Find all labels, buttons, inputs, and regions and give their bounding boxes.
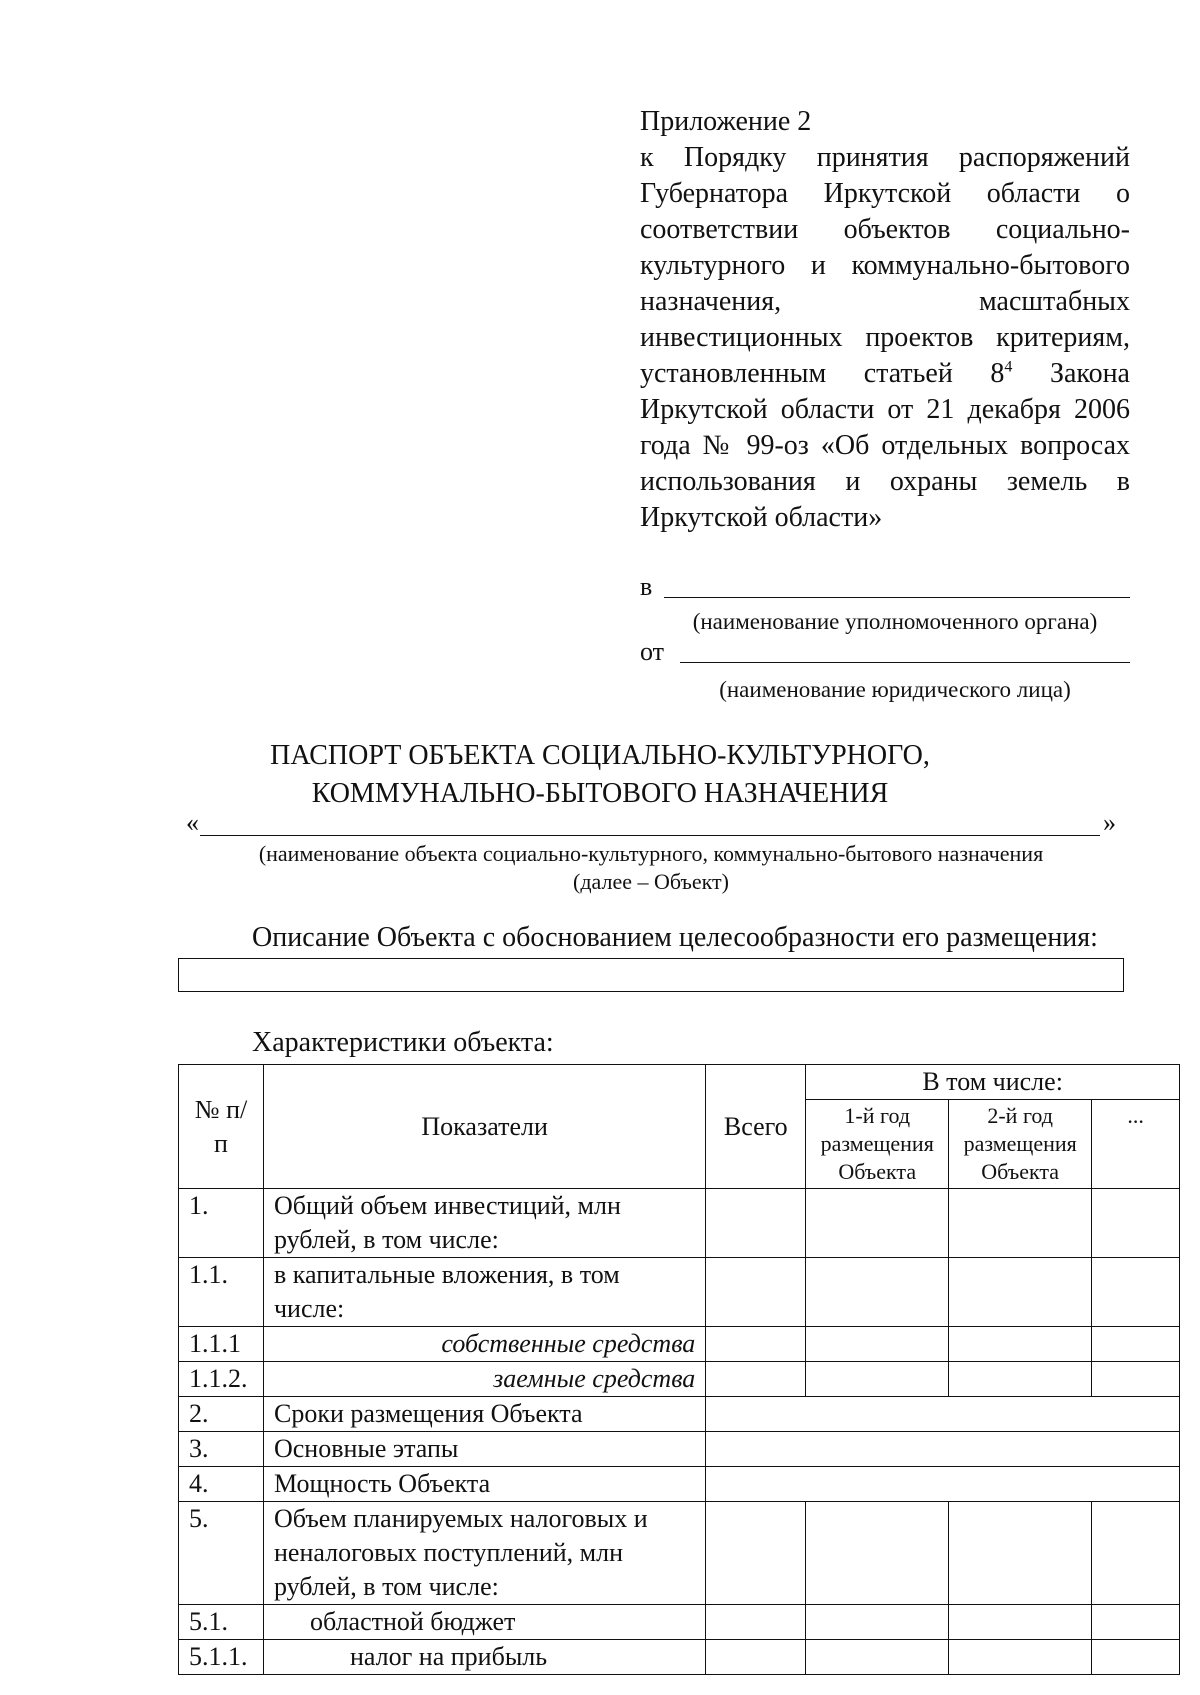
cell-value-merged[interactable] [706, 1467, 1180, 1502]
cell-year2[interactable] [949, 1605, 1092, 1640]
row-number: 1. [179, 1189, 264, 1258]
table-row [179, 1362, 1180, 1397]
object-caption-line1: (наименование объекта социально-культурного, коммунально-бытового назначения [258, 841, 1044, 866]
cell-more[interactable] [1092, 1327, 1180, 1362]
cell-year1[interactable] [806, 1362, 949, 1397]
header-indicators: Показатели [263, 1065, 705, 1189]
table-row [179, 1432, 1180, 1467]
document-title-line2: КОММУНАЛЬНО-БЫТОВОГО НАЗНАЧЕНИЯ [311, 778, 889, 809]
cell-year2[interactable] [949, 1327, 1092, 1362]
description-label: Описание Объекта с обоснованием целесообразности его размещения: [252, 922, 1098, 953]
cell-value-merged[interactable] [706, 1432, 1180, 1467]
object-name-line[interactable] [200, 835, 1100, 836]
appendix-body-text: к Порядку принятия распоряжений Губернатора Иркутской области о соответствии объектов социально-культурного и коммунально-бытового назначения, масштабных инвестиционных проектов критериям, установленным статьей 8 [640, 142, 1130, 389]
appendix-title: Приложение 2 [640, 106, 812, 137]
object-name-caption [186, 840, 1116, 896]
from-entity-field [640, 637, 1130, 667]
cell-more[interactable] [1092, 1605, 1180, 1640]
from-entity-line[interactable] [680, 662, 1130, 663]
characteristics-label: Характеристики объекта: [252, 1027, 554, 1058]
cell-year2[interactable] [949, 1502, 1092, 1605]
article-superscript: 4 [1004, 358, 1013, 376]
cell-more[interactable] [1092, 1362, 1180, 1397]
cell-year1[interactable] [806, 1327, 949, 1362]
cell-more[interactable] [1092, 1502, 1180, 1605]
cell-year2[interactable] [949, 1189, 1092, 1258]
cell-more[interactable] [1092, 1258, 1180, 1327]
document-title-line1: ПАСПОРТ ОБЪЕКТА СОЦИАЛЬНО-КУЛЬТУРНОГО, [270, 740, 930, 771]
cell-total[interactable] [706, 1189, 806, 1258]
from-entity-caption: (наименование юридического лица) [719, 677, 1071, 702]
appendix-body [640, 140, 1130, 536]
table-row [179, 1258, 1180, 1327]
row-label: собственные средства [263, 1327, 705, 1362]
row-label: Объем планируемых налоговых и неналоговых поступлений, млн рублей, в том числе: [263, 1502, 705, 1605]
appendix-body-text-cont: Закона Иркутской области от 21 декабря 2006 года № 99-оз «Об отдельных вопросах использования и охраны земель в Иркутской области» [640, 358, 1130, 533]
row-number: 5.1.1. [179, 1640, 264, 1675]
description-box[interactable] [178, 958, 1124, 992]
document-title [0, 737, 1200, 813]
table-row [179, 1605, 1180, 1640]
row-label: в капитальные вложения, в том числе: [263, 1258, 705, 1327]
row-number: 4. [179, 1467, 264, 1502]
characteristics-table [178, 1064, 1180, 1675]
header-year2: 2-й год размещения Объекта [949, 1100, 1092, 1189]
header-number: № п/п [179, 1065, 264, 1189]
cell-year2[interactable] [949, 1640, 1092, 1675]
cell-year2[interactable] [949, 1362, 1092, 1397]
table-row [179, 1397, 1180, 1432]
table-header-row [179, 1065, 1180, 1100]
to-authority-line[interactable] [664, 597, 1130, 598]
to-label: в [640, 572, 653, 601]
cell-year1[interactable] [806, 1189, 949, 1258]
cell-total[interactable] [706, 1327, 806, 1362]
quote-close: » [1103, 808, 1116, 837]
row-label: Сроки размещения Объекта [263, 1397, 705, 1432]
from-label: от [640, 637, 665, 666]
header-including: В том числе: [806, 1065, 1180, 1100]
row-number: 1.1. [179, 1258, 264, 1327]
cell-more[interactable] [1092, 1640, 1180, 1675]
table-row [179, 1189, 1180, 1258]
row-label: Мощность Объекта [263, 1467, 705, 1502]
cell-year1[interactable] [806, 1258, 949, 1327]
table-row [179, 1327, 1180, 1362]
to-authority-field [640, 572, 1130, 602]
row-label: областной бюджет [263, 1605, 705, 1640]
row-label: Общий объем инвестиций, млн рублей, в том числе: [263, 1189, 705, 1258]
cell-total[interactable] [706, 1258, 806, 1327]
table-row [179, 1640, 1180, 1675]
cell-total[interactable] [706, 1605, 806, 1640]
cell-year2[interactable] [949, 1258, 1092, 1327]
object-caption-line2: (далее – Объект) [573, 869, 729, 894]
cell-year1[interactable] [806, 1640, 949, 1675]
cell-more[interactable] [1092, 1189, 1180, 1258]
row-label: заемные средства [263, 1362, 705, 1397]
to-authority-caption: (наименование уполномоченного органа) [692, 609, 1098, 634]
row-number: 5.1. [179, 1605, 264, 1640]
header-total: Всего [706, 1065, 806, 1189]
header-year1: 1-й год размещения Объекта [806, 1100, 949, 1189]
row-label: Основные этапы [263, 1432, 705, 1467]
cell-total[interactable] [706, 1640, 806, 1675]
row-number: 5. [179, 1502, 264, 1605]
row-label: налог на прибыль [263, 1640, 705, 1675]
appendix-header [640, 104, 1130, 536]
cell-year1[interactable] [806, 1605, 949, 1640]
cell-total[interactable] [706, 1502, 806, 1605]
table-row [179, 1467, 1180, 1502]
quote-open: « [186, 808, 199, 837]
row-number: 1.1.1 [179, 1327, 264, 1362]
table-row [179, 1502, 1180, 1605]
cell-total[interactable] [706, 1362, 806, 1397]
cell-year1[interactable] [806, 1502, 949, 1605]
row-number: 2. [179, 1397, 264, 1432]
row-number: 3. [179, 1432, 264, 1467]
row-number: 1.1.2. [179, 1362, 264, 1397]
header-more: ... [1092, 1100, 1180, 1189]
object-name-field [186, 808, 1116, 838]
cell-value-merged[interactable] [706, 1397, 1180, 1432]
